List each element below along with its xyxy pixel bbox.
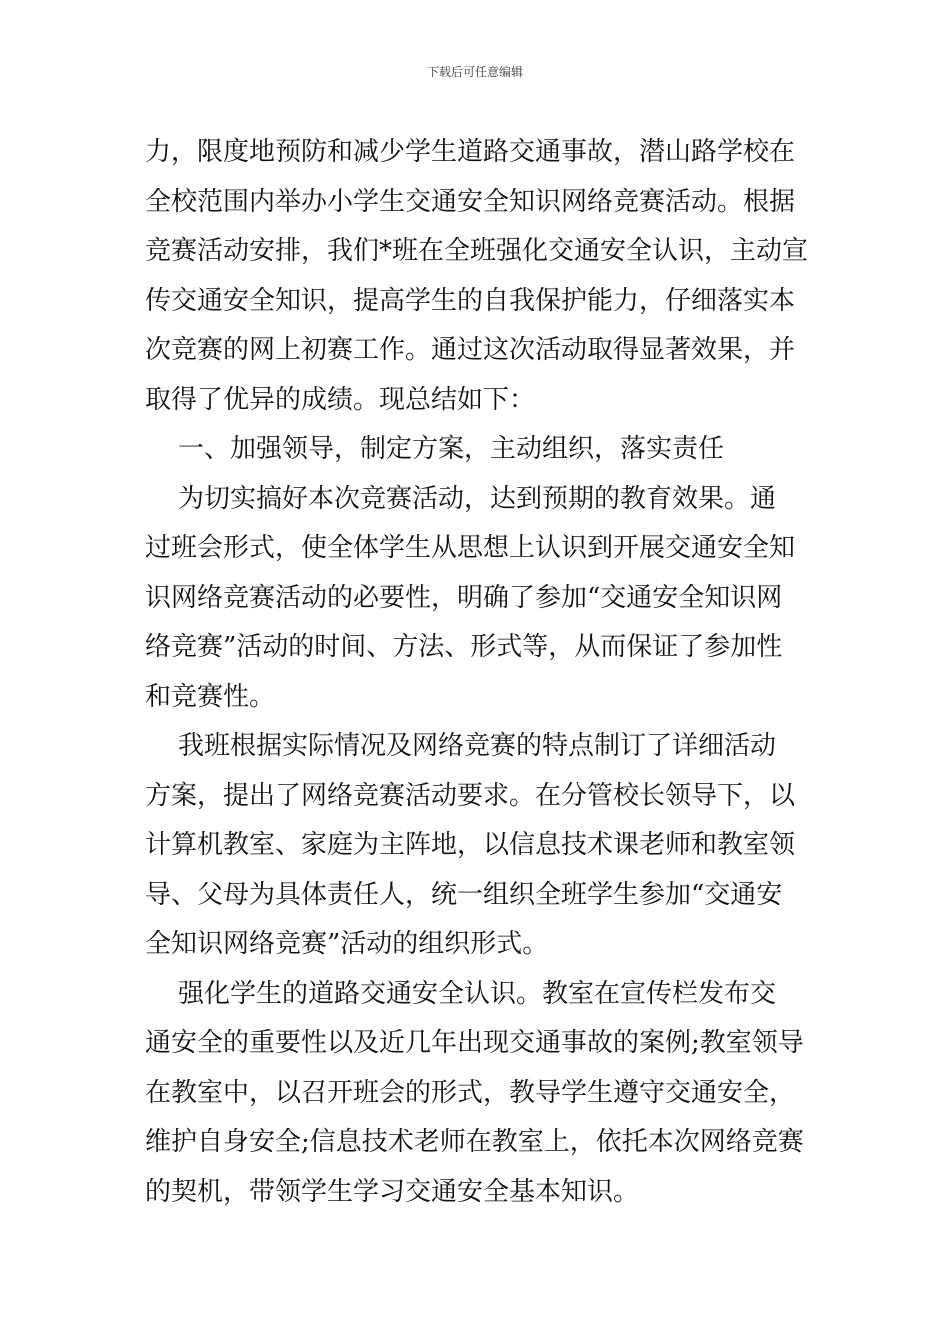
section-heading: 一、加强领导，制定方案，主动组织，落实责任 bbox=[145, 434, 725, 464]
text-line: 次竞赛的网上初赛工作。通过这次活动取得显著效果，并 bbox=[145, 335, 796, 365]
text-line: 络竞赛”活动的时间、方法、形式等，从而保证了参加性 bbox=[145, 632, 783, 662]
text-line: 计算机教室、家庭为主阵地，以信息技术课老师和教室领 bbox=[145, 830, 796, 860]
document-body bbox=[145, 128, 807, 1217]
text-line: 强化学生的道路交通安全认识。教室在宣传栏发布交 bbox=[145, 978, 777, 1009]
text-line: 全知识网络竞赛”活动的组织形式。 bbox=[145, 929, 549, 959]
text-line: 为切实搞好本次竞赛活动，达到预期的教育效果。通 bbox=[145, 483, 777, 514]
text-line: 和竞赛性。 bbox=[145, 681, 276, 712]
text-line: 取得了优异的成绩。现总结如下： bbox=[145, 384, 536, 415]
text-line: 我班根据实际情况及网络竞赛的特点制订了详细活动 bbox=[145, 731, 777, 761]
text-line: 全校范围内举办小学生交通安全知识网络竞赛活动。根据 bbox=[145, 186, 796, 217]
text-line: 通安全的重要性以及近几年出现交通事故的案例;教室领导 bbox=[145, 1028, 804, 1058]
text-line: 力，限度地预防和减少学生道路交通事故，潜山路学校在 bbox=[145, 137, 796, 167]
text-line: 在教室中，以召开班会的形式，教导学生遵守交通安全， bbox=[145, 1077, 796, 1108]
text-line: 的契机，带领学生学习交通安全基本知识。 bbox=[145, 1176, 640, 1207]
page-header: 下载后可任意编辑 bbox=[426, 65, 523, 79]
text-line: 过班会形式，使全体学生从思想上认识到开展交通安全知 bbox=[145, 533, 796, 563]
text-line: 维护自身安全;信息技术老师在教室上，依托本次网络竞赛 bbox=[145, 1127, 804, 1157]
text-line: 竞赛活动安排，我们*班在全班强化交通安全认识，主动宣 bbox=[145, 236, 809, 266]
text-line: 识网络竞赛活动的必要性，明确了参加“交通安全知识网 bbox=[145, 582, 783, 613]
text-line: 传交通安全知识，提高学生的自我保护能力，仔细落实本 bbox=[145, 285, 796, 316]
text-line: 导、父母为具体责任人，统一组织全班学生参加“交通安 bbox=[145, 879, 783, 910]
text-line: 方案，提出了网络竞赛活动要求。在分管校长领导下，以 bbox=[145, 780, 796, 811]
